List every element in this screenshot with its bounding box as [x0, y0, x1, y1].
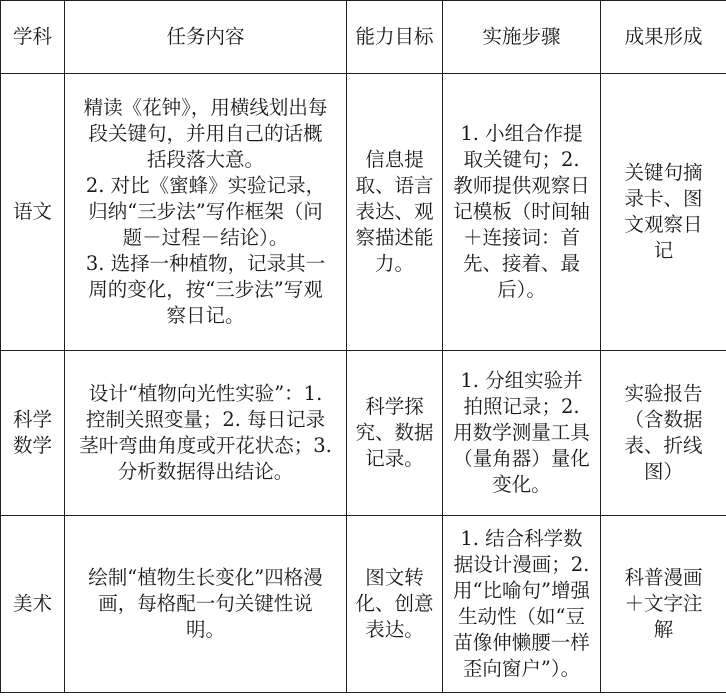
- ability-cell: 图文转化、创意表达。: [347, 516, 443, 693]
- steps-cell: 1. 分组实验并拍照记录；2. 用数学测量工具（量角器）量化变化。: [443, 351, 601, 516]
- ability-cell: 科学探究、数据记录。: [347, 351, 443, 516]
- header-subject: 学科: [1, 1, 65, 74]
- steps-cell: 1. 结合科学数据设计漫画；2. 用“比喻句”增强生动性（如“豆苗像伸懒腰一样歪向窗户”）。: [443, 516, 601, 693]
- table-row: [1, 74, 726, 351]
- task-text: 绘制“植物生长变化”四格漫画，每格配一句关键性说明。: [88, 566, 323, 641]
- header-row: [1, 1, 726, 74]
- header-task: 任务内容: [65, 1, 347, 74]
- steps-cell: 1. 小组合作提取关键句；2. 教师提供观察日记模板（时间轴＋连接词：首先、接着、最后）。: [443, 74, 601, 351]
- subject-cell: 语文: [1, 74, 65, 351]
- outcome-cell: 实验报告（含数据表、折线图）: [601, 351, 726, 516]
- task-cell: [65, 74, 347, 351]
- subject-cell: 美术: [1, 516, 65, 693]
- task-text: 精读《花钟》，用横线划出每段关键句，并用自己的话概括段落大意。 2. 对比《蜜蜂》实验记录，归纳“三步法”写作框架（问题－过程－结论）。 3. 选择一种植物，记录其一周的变化，按“三步法”写观察日记。: [83, 96, 328, 327]
- task-text: 设计“植物向光性实验”：1. 控制关照变量；2. 每日记录茎叶弯曲角度或开花状态；3. 分析数据得出结论。: [79, 382, 332, 483]
- ability-cell: 信息提取、语言表达、观察描述能力。: [347, 74, 443, 351]
- outcome-cell: 科普漫画＋文字注解: [601, 516, 726, 693]
- header-outcome: 成果形成: [601, 1, 726, 74]
- outcome-cell: 关键句摘录卡、图文观察日记: [601, 74, 726, 351]
- table-row: [1, 351, 726, 516]
- header-steps: 实施步骤: [443, 1, 601, 74]
- table-row: [1, 516, 726, 693]
- header-ability: 能力目标: [347, 1, 443, 74]
- task-cell: [65, 516, 347, 693]
- task-cell: [65, 351, 347, 516]
- subject-cell: 科学数学: [1, 351, 65, 516]
